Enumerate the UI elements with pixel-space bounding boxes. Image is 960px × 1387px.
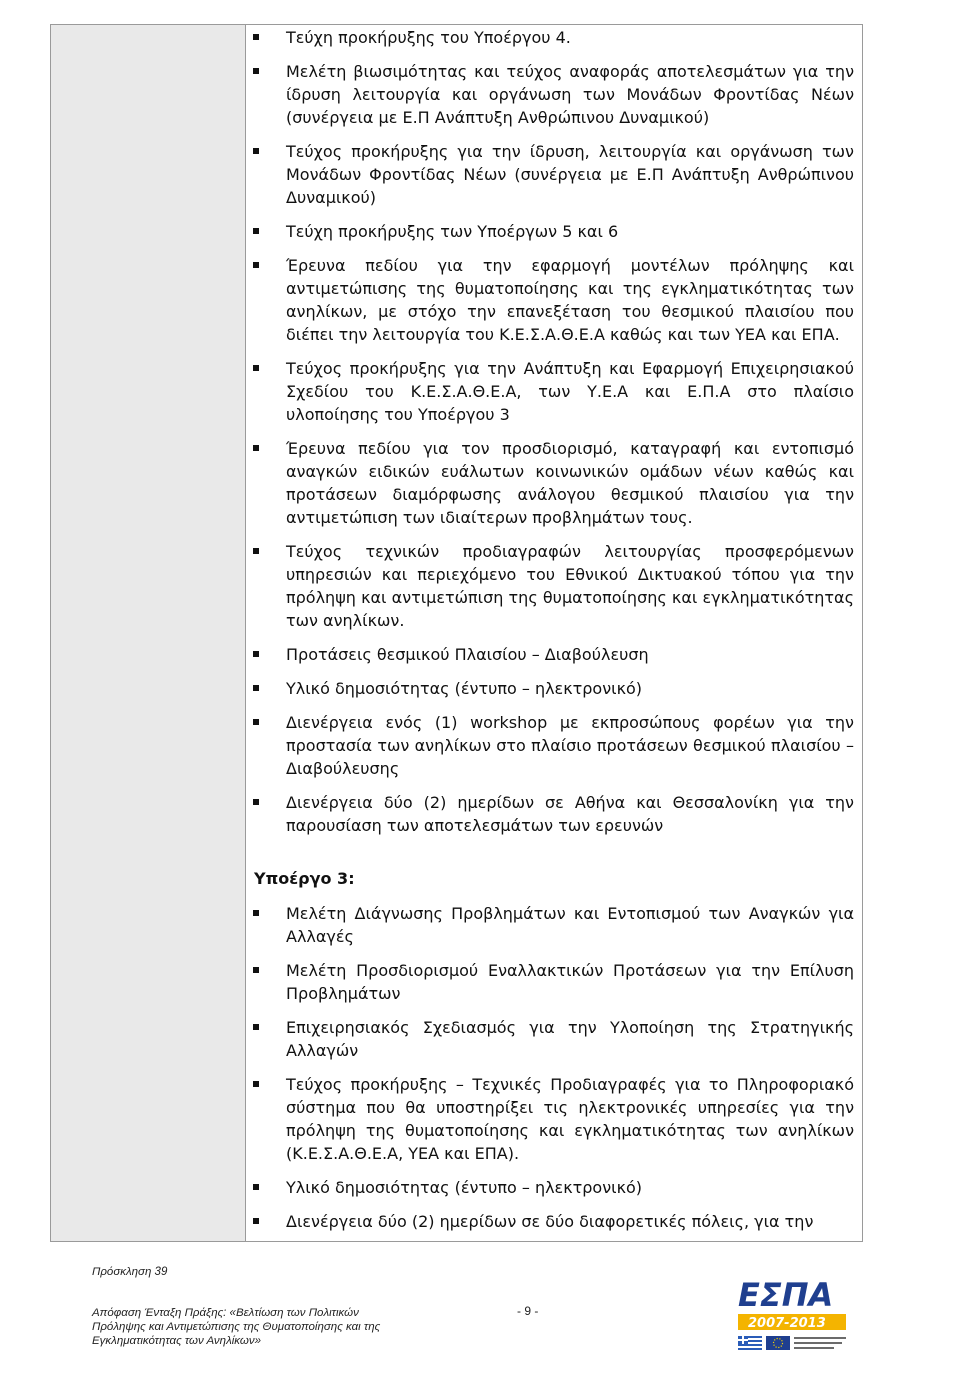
footer-decision-line: Απόφαση Ένταξη Πράξης: «Βελτίωση των Πολιτικών xyxy=(92,1307,359,1319)
top-list xyxy=(251,26,854,837)
bullet-icon xyxy=(253,548,259,554)
bullet-icon xyxy=(253,799,259,805)
espa-logo-years: 2007-2013 xyxy=(748,1316,826,1331)
list-item-text: Διενέργεια δύο (2) ημερίδων σε δύο διαφορετικές πόλεις, για την xyxy=(286,1212,814,1231)
bullet-icon xyxy=(253,1218,259,1224)
bullet-icon xyxy=(253,719,259,725)
page-footer xyxy=(92,1266,862,1366)
espa-logo xyxy=(732,1272,852,1354)
eu-flag-icon xyxy=(766,1336,790,1350)
left-column xyxy=(51,25,246,1241)
bullet-icon xyxy=(253,34,259,40)
list-item xyxy=(251,711,854,780)
list-item-text: Έρευνα πεδίου για τον προσδιορισμό, καταγραφή και εντοπισμό αναγκών ειδικών ευάλωτων κοινωνικών ομάδων νέων καθώς και προτάσεων διαμόρφωσης ανάλογου θεσμικού πλαισίου για την αντιμετώπιση των ιδιαίτερων προβλημάτων τους. xyxy=(286,439,854,527)
espa-logo-text: ΕΣΠΑ xyxy=(738,1276,834,1314)
footer-decision-line: Πρόληψης και Αντιμετώπισης της Θυματοποίησης και της xyxy=(92,1321,381,1333)
section-heading: Υποέργο 3: xyxy=(254,869,355,888)
list-item xyxy=(251,902,854,948)
list-item-text: Τεύχος προκήρυξης – Τεχνικές Προδιαγραφές για το Πληροφοριακό σύστημα που θα υποστηρίξει τις ηλεκτρονικές υπηρεσίες για την πρόληψη της θυματοποίησης και εγκληματικότητας των ανηλίκων (Κ.Ε.Σ.Α.Θ.Ε.Α, ΥΕΑ και ΕΠΑ). xyxy=(286,1075,854,1163)
list-item-text: Επιχειρησιακός Σχεδιασμός για την Υλοποίηση της Στρατηγικής Αλλαγών xyxy=(286,1018,854,1060)
list-item xyxy=(251,357,854,426)
list-item-text: Τεύχος προκήρυξης για την Ανάπτυξη και Εφαρμογή Επιχειρησιακού Σχεδίου του Κ.Ε.Σ.Α.Θ.Ε.Α, των Υ.Ε.Α και Ε.Π.Α στο πλαίσιο υλοποίησης του Υποέργου 3 xyxy=(286,359,854,424)
page-number: - 9 - xyxy=(517,1304,539,1318)
list-item xyxy=(251,220,854,243)
list-item-text: Τεύχη προκήρυξης του Υποέργου 4. xyxy=(286,28,571,47)
list-item-text: Μελέτη Διάγνωσης Προβλημάτων και Εντοπισμού των Αναγκών για Αλλαγές xyxy=(286,904,854,946)
greek-flag-icon xyxy=(738,1336,762,1350)
list-item-text: Προτάσεις θεσμικού Πλαισίου – Διαβούλευση xyxy=(286,645,649,664)
list-item xyxy=(251,254,854,346)
list-item xyxy=(251,643,854,666)
list-item-text: Μελέτη βιωσιμότητας και τεύχος αναφοράς αποτελεσμάτων για την ίδρυση λειτουργία και οργάνωση των Μονάδων Φροντίδας Νέων (συνέργεια με Ε.Π Ανάπτυξη Ανθρώπινου Δυναμικού) xyxy=(286,62,854,127)
list-item-text: Υλικό δημοσιότητας (έντυπο – ηλεκτρονικό) xyxy=(286,679,643,698)
bullet-icon xyxy=(253,651,259,657)
list-item-text: Υλικό δημοσιότητας (έντυπο – ηλεκτρονικό) xyxy=(286,1178,643,1197)
bullet-icon xyxy=(253,365,259,371)
list-item-text: Τεύχος προκήρυξης για την ίδρυση, λειτουργία και οργάνωση των Μονάδων Φροντίδας Νέων (συνέργεια με Ε.Π Ανάπτυξη Ανθρώπινου Δυναμικού) xyxy=(286,142,854,207)
list-item xyxy=(251,1016,854,1062)
list-item-text: Διενέργεια δύο (2) ημερίδων σε Αθήνα και Θεσσαλονίκη για την παρουσίαση των αποτελεσμάτων των ερευνών xyxy=(286,793,854,835)
list-item xyxy=(251,140,854,209)
list-item xyxy=(251,959,854,1005)
bullet-icon xyxy=(253,1081,259,1087)
bottom-list xyxy=(251,902,854,1233)
cofunding-text-lines xyxy=(794,1337,846,1349)
bullet-icon xyxy=(253,445,259,451)
footer-decision xyxy=(92,1306,382,1348)
list-item-text: Μελέτη Προσδιορισμού Εναλλακτικών Προτάσεων για την Επίλυση Προβλημάτων xyxy=(286,961,854,1003)
list-item xyxy=(251,1073,854,1165)
content-column xyxy=(251,26,854,1244)
list-item xyxy=(251,540,854,632)
footer-decision-line: Εγκληματικότητας των Ανηλίκων» xyxy=(92,1335,261,1347)
list-item xyxy=(251,26,854,49)
list-item-text: Τεύχη προκήρυξης των Υποέργων 5 και 6 xyxy=(286,222,619,241)
list-item xyxy=(251,1176,854,1199)
bullet-icon xyxy=(253,68,259,74)
bullet-icon xyxy=(253,148,259,154)
list-item xyxy=(251,1210,854,1233)
bullet-icon xyxy=(253,1024,259,1030)
footer-invitation: Πρόσκληση 39 xyxy=(92,1266,168,1278)
list-item-text: Τεύχος τεχνικών προδιαγραφών λειτουργίας προσφερόμενων υπηρεσιών και περιεχόμενο του Εθνικού Δικτυακού τόπου για την πρόληψη και αντιμετώπιση της θυματοποίησης και εγκληματικότητας των ανηλίκων. xyxy=(286,542,854,630)
bullet-icon xyxy=(253,910,259,916)
list-item xyxy=(251,60,854,129)
list-item xyxy=(251,791,854,837)
list-item xyxy=(251,437,854,529)
list-item-text: Έρευνα πεδίου για την εφαρμογή μοντέλων πρόληψης και αντιμετώπισης της θυματοποίησης και της εγκληματικότητας των ανηλίκων, με στόχο την επανεξέταση του θεσμικού πλαισίου που διέπει την λειτουργία του Κ.Ε.Σ.Α.Θ.Ε.Α καθώς και των ΥΕΑ και ΕΠΑ. xyxy=(286,256,854,344)
bullet-icon xyxy=(253,262,259,268)
bullet-icon xyxy=(253,228,259,234)
bullet-icon xyxy=(253,967,259,973)
list-item-text: Διενέργεια ενός (1) workshop με εκπροσώπους φορέων για την προστασία των ανηλίκων στο πλαίσιο προτάσεων θεσμικού πλαισίου – Διαβούλευσης xyxy=(286,713,854,778)
bullet-icon xyxy=(253,685,259,691)
list-item xyxy=(251,677,854,700)
bullet-icon xyxy=(253,1184,259,1190)
